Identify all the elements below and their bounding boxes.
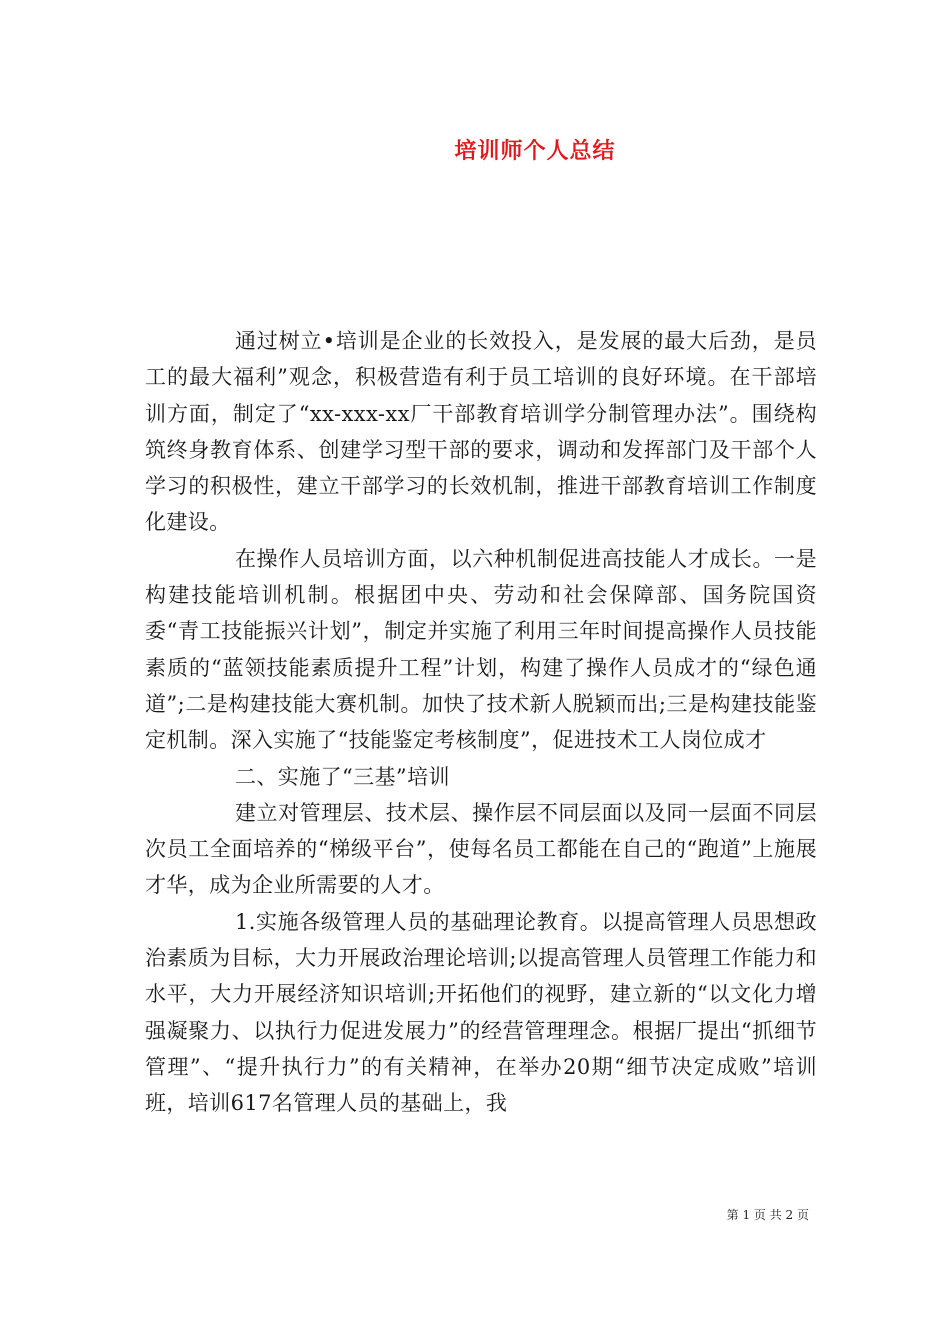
page-title: 培训师个人总结: [454, 138, 616, 164]
paragraph-training-philosophy: 通过树立•培训是企业的长效投入，是发展的最大后劲，是员工的最大福利”观念，积极营造有利于员工培训的良好环境。在干部培训方面，制定了“xx-xxx-xx厂干部教育培训学分制管理办法”。围绕构筑终身教育体系、创建学习型干部的要求，调动和发挥部门及干部个人学习的积极性，建立干部学习的长效机制，推进干部教育培训工作制度化建设。: [145, 329, 817, 535]
section-heading-three-basics: 二、实施了“三基”培训: [235, 764, 450, 789]
page-number-footer: 第 1 页 共 2 页: [726, 1208, 809, 1222]
paragraph-management-education: 1.实施各级管理人员的基础理论教育。以提高管理人员思想政治素质为目标，大力开展政治理论培训;以提高管理人员管理工作能力和水平，大力开展经济知识培训;开拓他们的视野，建立新的“以文化力增强凝聚力、以执行力促进发展力”的经营管理理念。根据厂提出“抓细节管理”、“提升执行力”的有关精神，在举办20期“细节决定成败”培训班，培训617名管理人员的基础上，我: [145, 909, 817, 1116]
document-body: [145, 323, 817, 1122]
paragraph-operator-training: 在操作人员培训方面，以六种机制促进高技能人才成长。一是构建技能培训机制。根据团中央、劳动和社会保障部、国务院国资委“青工技能振兴计划”，制定并实施了利用三年时间提高操作人员技能素质的“蓝领技能素质提升工程”计划，构建了操作人员成才的“绿色通道”;二是构建技能大赛机制。加快了技术新人脱颖而出;三是构建技能鉴定机制。深入实施了“技能鉴定考核制度”，促进技术工人岗位成才: [145, 546, 817, 753]
paragraph-ladder-platform: 建立对管理层、技术层、操作层不同层面以及同一层面不同层次员工全面培养的“梯级平台”，使每名员工都能在自己的“跑道”上施展才华，成为企业所需要的人才。: [145, 800, 817, 898]
